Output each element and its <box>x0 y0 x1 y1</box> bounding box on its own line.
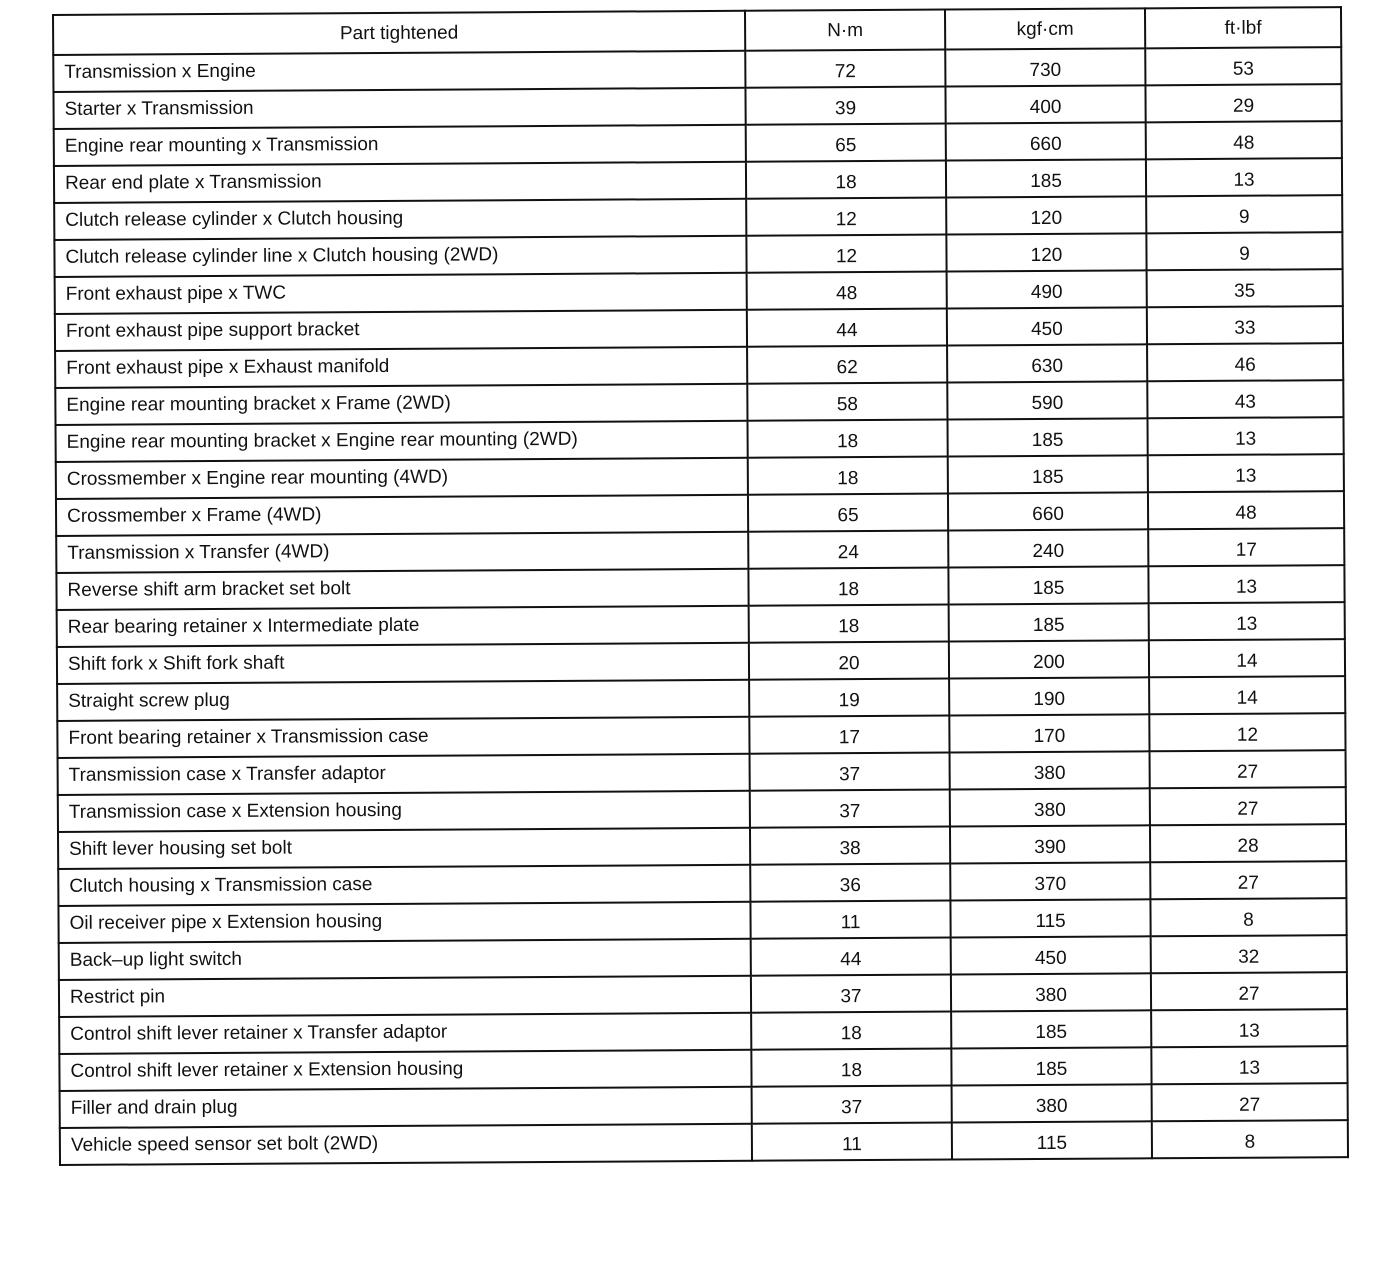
cell-kgf-cm: 200 <box>949 640 1149 678</box>
cell-ft-lbf: 48 <box>1148 491 1344 529</box>
cell-nm: 65 <box>748 494 948 532</box>
cell-kgf-cm: 450 <box>947 307 1147 345</box>
cell-nm: 37 <box>751 975 951 1013</box>
cell-part-tightened: Shift fork x Shift fork shaft <box>57 643 749 684</box>
cell-part-tightened: Reverse shift arm bracket set bolt <box>56 569 748 610</box>
cell-nm: 37 <box>750 790 950 828</box>
cell-nm: 18 <box>747 420 947 458</box>
cell-kgf-cm: 170 <box>949 714 1149 752</box>
cell-nm: 44 <box>747 309 947 347</box>
cell-part-tightened: Crossmember x Engine rear mounting (4WD) <box>56 458 748 499</box>
cell-part-tightened: Transmission case x Transfer adaptor <box>58 754 750 795</box>
cell-nm: 11 <box>750 901 950 939</box>
cell-part-tightened: Shift lever housing set bolt <box>58 828 750 869</box>
cell-ft-lbf: 14 <box>1149 676 1345 714</box>
cell-nm: 65 <box>746 124 946 162</box>
cell-ft-lbf: 13 <box>1148 454 1344 492</box>
cell-nm: 24 <box>748 531 948 569</box>
cell-nm: 18 <box>748 568 948 606</box>
cell-part-tightened: Clutch housing x Transmission case <box>58 865 750 906</box>
cell-nm: 20 <box>749 642 949 680</box>
cell-nm: 58 <box>747 383 947 421</box>
cell-ft-lbf: 27 <box>1150 787 1346 825</box>
cell-ft-lbf: 13 <box>1147 417 1343 455</box>
cell-nm: 39 <box>745 87 945 125</box>
cell-nm: 17 <box>749 716 949 754</box>
cell-nm: 12 <box>746 198 946 236</box>
cell-part-tightened: Back–up light switch <box>59 939 751 980</box>
cell-part-tightened: Starter x Transmission <box>53 88 745 129</box>
cell-part-tightened: Straight screw plug <box>57 680 749 721</box>
cell-nm: 18 <box>746 161 946 199</box>
cell-part-tightened: Oil receiver pipe x Extension housing <box>58 902 750 943</box>
cell-part-tightened: Rear bearing retainer x Intermediate plate <box>57 606 749 647</box>
cell-ft-lbf: 8 <box>1150 898 1346 936</box>
cell-part-tightened: Front exhaust pipe x TWC <box>55 273 747 314</box>
cell-kgf-cm: 660 <box>948 492 1148 530</box>
cell-kgf-cm: 660 <box>946 122 1146 160</box>
header-nm: N·m <box>745 10 945 51</box>
header-ft-lbf: ft·lbf <box>1145 7 1341 48</box>
cell-ft-lbf: 27 <box>1151 972 1347 1010</box>
cell-ft-lbf: 13 <box>1151 1009 1347 1047</box>
cell-ft-lbf: 13 <box>1151 1046 1347 1084</box>
cell-ft-lbf: 27 <box>1150 750 1346 788</box>
cell-ft-lbf: 28 <box>1150 824 1346 862</box>
cell-nm: 44 <box>751 938 951 976</box>
cell-nm: 37 <box>750 753 950 791</box>
cell-ft-lbf: 32 <box>1151 935 1347 973</box>
cell-nm: 62 <box>747 346 947 384</box>
cell-ft-lbf: 17 <box>1148 528 1344 566</box>
cell-kgf-cm: 185 <box>946 159 1146 197</box>
cell-kgf-cm: 185 <box>948 566 1148 604</box>
cell-part-tightened: Control shift lever retainer x Extension housing <box>59 1050 751 1091</box>
cell-nm: 18 <box>751 1012 951 1050</box>
cell-nm: 19 <box>749 679 949 717</box>
cell-nm: 38 <box>750 827 950 865</box>
cell-nm: 37 <box>752 1086 952 1124</box>
cell-ft-lbf: 12 <box>1149 713 1345 751</box>
cell-ft-lbf: 29 <box>1145 84 1341 122</box>
cell-part-tightened: Transmission x Engine <box>53 51 745 92</box>
cell-kgf-cm: 115 <box>952 1121 1152 1159</box>
cell-kgf-cm: 730 <box>945 48 1145 86</box>
cell-ft-lbf: 27 <box>1150 861 1346 899</box>
cell-part-tightened: Transmission case x Extension housing <box>58 791 750 832</box>
cell-kgf-cm: 380 <box>950 788 1150 826</box>
cell-ft-lbf: 14 <box>1149 639 1345 677</box>
cell-kgf-cm: 120 <box>946 196 1146 234</box>
cell-part-tightened: Crossmember x Frame (4WD) <box>56 495 748 536</box>
cell-nm: 36 <box>750 864 950 902</box>
cell-part-tightened: Clutch release cylinder line x Clutch housing (2WD) <box>54 236 746 277</box>
cell-part-tightened: Control shift lever retainer x Transfer adaptor <box>59 1013 751 1054</box>
cell-kgf-cm: 390 <box>950 825 1150 863</box>
cell-ft-lbf: 35 <box>1147 269 1343 307</box>
cell-ft-lbf: 9 <box>1146 195 1342 233</box>
cell-kgf-cm: 120 <box>946 233 1146 271</box>
cell-ft-lbf: 43 <box>1147 380 1343 418</box>
header-kgf-cm: kgf·cm <box>945 8 1145 49</box>
cell-kgf-cm: 490 <box>947 270 1147 308</box>
cell-part-tightened: Restrict pin <box>59 976 751 1017</box>
cell-part-tightened: Front bearing retainer x Transmission case <box>57 717 749 758</box>
cell-part-tightened: Engine rear mounting bracket x Engine rear mounting (2WD) <box>56 421 748 462</box>
cell-part-tightened: Engine rear mounting x Transmission <box>54 125 746 166</box>
cell-kgf-cm: 185 <box>951 1010 1151 1048</box>
cell-ft-lbf: 33 <box>1147 306 1343 344</box>
cell-nm: 18 <box>748 457 948 495</box>
cell-part-tightened: Rear end plate x Transmission <box>54 162 746 203</box>
torque-specification-table <box>52 6 1349 1166</box>
cell-kgf-cm: 190 <box>949 677 1149 715</box>
cell-nm: 11 <box>752 1123 952 1161</box>
cell-part-tightened: Front exhaust pipe x Exhaust manifold <box>55 347 747 388</box>
cell-kgf-cm: 380 <box>950 751 1150 789</box>
header-part-tightened: Part tightened <box>53 11 745 55</box>
cell-kgf-cm: 380 <box>951 973 1151 1011</box>
cell-ft-lbf: 53 <box>1145 47 1341 85</box>
cell-kgf-cm: 370 <box>950 862 1150 900</box>
cell-ft-lbf: 13 <box>1149 602 1345 640</box>
cell-ft-lbf: 46 <box>1147 343 1343 381</box>
table-body <box>53 47 1348 1165</box>
cell-part-tightened: Filler and drain plug <box>60 1087 752 1128</box>
cell-kgf-cm: 380 <box>952 1084 1152 1122</box>
cell-part-tightened: Front exhaust pipe support bracket <box>55 310 747 351</box>
cell-part-tightened: Engine rear mounting bracket x Frame (2WD) <box>55 384 747 425</box>
cell-kgf-cm: 185 <box>947 418 1147 456</box>
cell-nm: 12 <box>746 235 946 273</box>
cell-part-tightened: Vehicle speed sensor set bolt (2WD) <box>60 1124 752 1165</box>
cell-part-tightened: Clutch release cylinder x Clutch housing <box>54 199 746 240</box>
cell-kgf-cm: 185 <box>948 455 1148 493</box>
cell-ft-lbf: 13 <box>1146 158 1342 196</box>
cell-nm: 48 <box>747 272 947 310</box>
cell-ft-lbf: 48 <box>1146 121 1342 159</box>
cell-kgf-cm: 630 <box>947 344 1147 382</box>
cell-kgf-cm: 450 <box>951 936 1151 974</box>
cell-kgf-cm: 185 <box>949 603 1149 641</box>
cell-kgf-cm: 185 <box>951 1047 1151 1085</box>
cell-nm: 18 <box>749 605 949 643</box>
cell-kgf-cm: 115 <box>950 899 1150 937</box>
cell-nm: 18 <box>751 1049 951 1087</box>
cell-ft-lbf: 9 <box>1146 232 1342 270</box>
cell-kgf-cm: 400 <box>945 85 1145 123</box>
cell-kgf-cm: 240 <box>948 529 1148 567</box>
cell-nm: 72 <box>745 50 945 88</box>
cell-part-tightened: Transmission x Transfer (4WD) <box>56 532 748 573</box>
table-row <box>60 1120 1348 1165</box>
cell-ft-lbf: 8 <box>1152 1120 1348 1158</box>
cell-kgf-cm: 590 <box>947 381 1147 419</box>
cell-ft-lbf: 27 <box>1152 1083 1348 1121</box>
cell-ft-lbf: 13 <box>1148 565 1344 603</box>
